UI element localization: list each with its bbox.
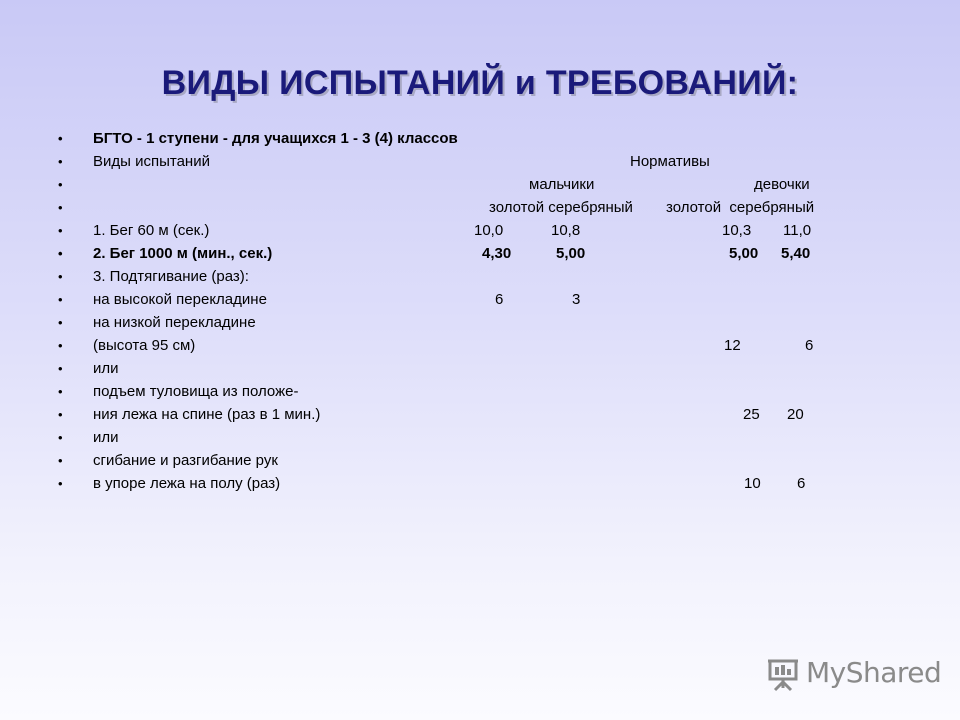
item-text: подъем туловища из положе- <box>93 383 299 400</box>
bullet: • <box>58 154 63 169</box>
item-text: 2. Бег 1000 м (мин., сек.) <box>93 245 273 262</box>
list-item <box>0 312 256 334</box>
boys-gold-value: 10,0 <box>474 222 504 239</box>
list-item <box>0 243 811 265</box>
girls-gold-value: 10,3 <box>722 222 752 239</box>
girls-label: девочки <box>754 176 810 193</box>
bullet: • <box>58 200 63 215</box>
list-item <box>0 289 581 311</box>
list-item <box>0 473 806 495</box>
presentation-board-icon <box>766 658 800 692</box>
list-item <box>0 358 119 380</box>
item-text: сгибание и разгибание рук <box>93 452 278 469</box>
list-item-columns <box>0 151 710 173</box>
item-text: БГТО - 1 ступени - для учащихся 1 - 3 (4) классов <box>93 130 458 147</box>
boys-gold-value: 4,30 <box>482 245 512 262</box>
boys-label: мальчики <box>529 176 595 193</box>
girls-silver-value: 6 <box>797 475 806 492</box>
bullet: • <box>58 177 63 192</box>
item-text: 3. Подтягивание (раз): <box>93 268 249 285</box>
watermark-text: MyShared <box>806 656 942 689</box>
girls-gold-value: 12 <box>724 337 741 354</box>
bullet: • <box>58 453 63 468</box>
bullet: • <box>58 246 63 261</box>
boys-silver-value: 10,8 <box>551 222 581 239</box>
bullet: • <box>58 430 63 445</box>
slide-title: ВИДЫ ИСПЫТАНИЙ и ТРЕБОВАНИЙ: <box>161 64 799 102</box>
list-item <box>0 381 299 403</box>
bullet: • <box>58 315 63 330</box>
item-text: на низкой перекладине <box>93 314 256 331</box>
boys-silver-value: 3 <box>572 291 581 308</box>
watermark-logo <box>766 654 942 694</box>
bullet: • <box>58 384 63 399</box>
boys-gold-value: 6 <box>495 291 504 308</box>
list-item <box>0 450 278 472</box>
girls-medals: золотой серебряный <box>666 199 815 216</box>
item-text: (высота 95 см) <box>93 337 196 354</box>
item-text: или <box>93 360 119 377</box>
girls-gold-value: 10 <box>744 475 761 492</box>
list-item <box>0 404 804 426</box>
list-item <box>0 335 814 357</box>
bullet: • <box>58 292 63 307</box>
list-item-medals <box>0 197 815 219</box>
bullet: • <box>58 361 63 376</box>
bullet: • <box>58 407 63 422</box>
list-item <box>0 220 812 242</box>
boys-silver-value: 5,00 <box>556 245 586 262</box>
bullet: • <box>58 269 63 284</box>
item-text: ния лежа на спине (раз в 1 мин.) <box>93 406 321 423</box>
girls-gold-value: 25 <box>743 406 760 423</box>
item-text: на высокой перекладине <box>93 291 267 308</box>
list-item-header <box>0 128 458 150</box>
girls-silver-value: 20 <box>787 406 804 423</box>
bullet: • <box>58 476 63 491</box>
item-text: или <box>93 429 119 446</box>
col-tests-label: Виды испытаний <box>93 153 210 170</box>
list-item <box>0 266 249 288</box>
list-item <box>0 427 119 449</box>
item-text: 1. Бег 60 м (сек.) <box>93 222 210 239</box>
girls-silver-value: 5,40 <box>781 245 811 262</box>
boys-medals: золотой серебряный <box>489 199 633 216</box>
girls-gold-value: 5,00 <box>729 245 759 262</box>
girls-silver-value: 11,0 <box>783 222 812 239</box>
bullet: • <box>58 131 63 146</box>
item-text: в упоре лежа на полу (раз) <box>93 475 281 492</box>
girls-silver-value: 6 <box>805 337 814 354</box>
col-norms-label: Нормативы <box>630 153 710 170</box>
bullet: • <box>58 338 63 353</box>
list-item-gender <box>0 174 810 196</box>
bullet: • <box>58 223 63 238</box>
